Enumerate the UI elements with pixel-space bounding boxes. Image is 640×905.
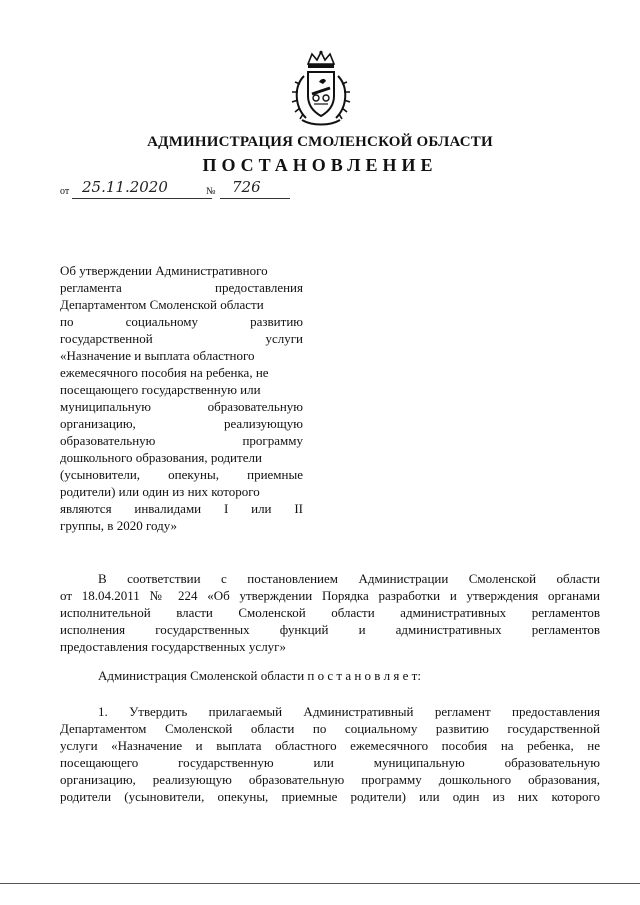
paragraph-line: предоставления государственных услуг» [60, 639, 287, 654]
paragraph-line: исполнительной власти Смоленской области административных регламентов [60, 605, 600, 620]
title-line: являются инвалидами I или II [60, 501, 303, 516]
title-line: муниципальную образовательную [60, 399, 303, 414]
paragraph-line: Департаментом Смоленской области по социальному развитию государственной [60, 721, 600, 736]
number-underline [220, 198, 290, 199]
title-line: дошкольного образования, родители [60, 450, 262, 465]
title-line: ежемесячного пособия на ребенка, не [60, 365, 269, 380]
title-line: образовательную программу [60, 433, 303, 448]
clause-1-paragraph [60, 703, 600, 805]
paragraph-line: исполнения государственных функций и административных регламентов [60, 622, 600, 637]
paragraph-line: В соответствии с постановлением Администрации Смоленской области [98, 571, 600, 586]
page-bottom-divider [0, 883, 640, 884]
title-line: Департаментом Смоленской области [60, 297, 264, 312]
number-label: № [206, 186, 216, 197]
document-type-heading: ПОСТАНОВЛЕНИЕ [202, 155, 438, 175]
title-line: посещающего государственную или [60, 382, 261, 397]
title-line: «Назначение и выплата областного [60, 348, 255, 363]
title-line: организацию, реализующую [60, 416, 303, 431]
date-underline [72, 198, 212, 199]
title-line: Об утверждении Административного [60, 263, 268, 278]
title-line: группы, в 2020 году» [60, 518, 178, 533]
title-line: (усыновители, опекуны, приемные [60, 467, 303, 482]
paragraph-line: 1. Утвердить прилагаемый Административный регламент предоставления [98, 704, 600, 719]
document-date: 25.11.2020 [82, 178, 168, 196]
resolve-line [60, 667, 600, 684]
document-title-block [60, 262, 303, 534]
resolve-text [60, 667, 600, 684]
paragraph-line: от 18.04.2011 № 224 «Об утверждении Порядка разработки и утверждения органами [60, 588, 600, 603]
document-number: 726 [232, 178, 261, 196]
preamble-paragraph [60, 570, 600, 655]
organization-name: АДМИНИСТРАЦИЯ СМОЛЕНСКОЙ ОБЛАСТИ [147, 134, 493, 150]
title-line: регламента предоставления [60, 280, 303, 295]
title-line: государственной услуги [60, 331, 303, 346]
date-number-line [60, 178, 300, 202]
date-from-label: от [60, 186, 70, 197]
title-line: родители) или один из них которого [60, 484, 260, 499]
paragraph-line: посещающего государственную или муниципальную образовательную [60, 755, 600, 770]
paragraph-line: услуги «Назначение и выплата областного ежемесячного пособия на ребенка, не [60, 738, 600, 753]
paragraph-line: родители (усыновители, опекуны, приемные родители) или один из них которого [60, 789, 600, 804]
coat-of-arms-emblem [290, 50, 352, 128]
title-line: по социальному развитию [60, 314, 303, 329]
resolve-verb: п о с т а н о в л я е т: [307, 668, 421, 683]
resolve-subject: Администрация Смоленской области [98, 668, 305, 683]
paragraph-line: организацию, реализующую образовательную программу дошкольного образования, [60, 772, 600, 787]
